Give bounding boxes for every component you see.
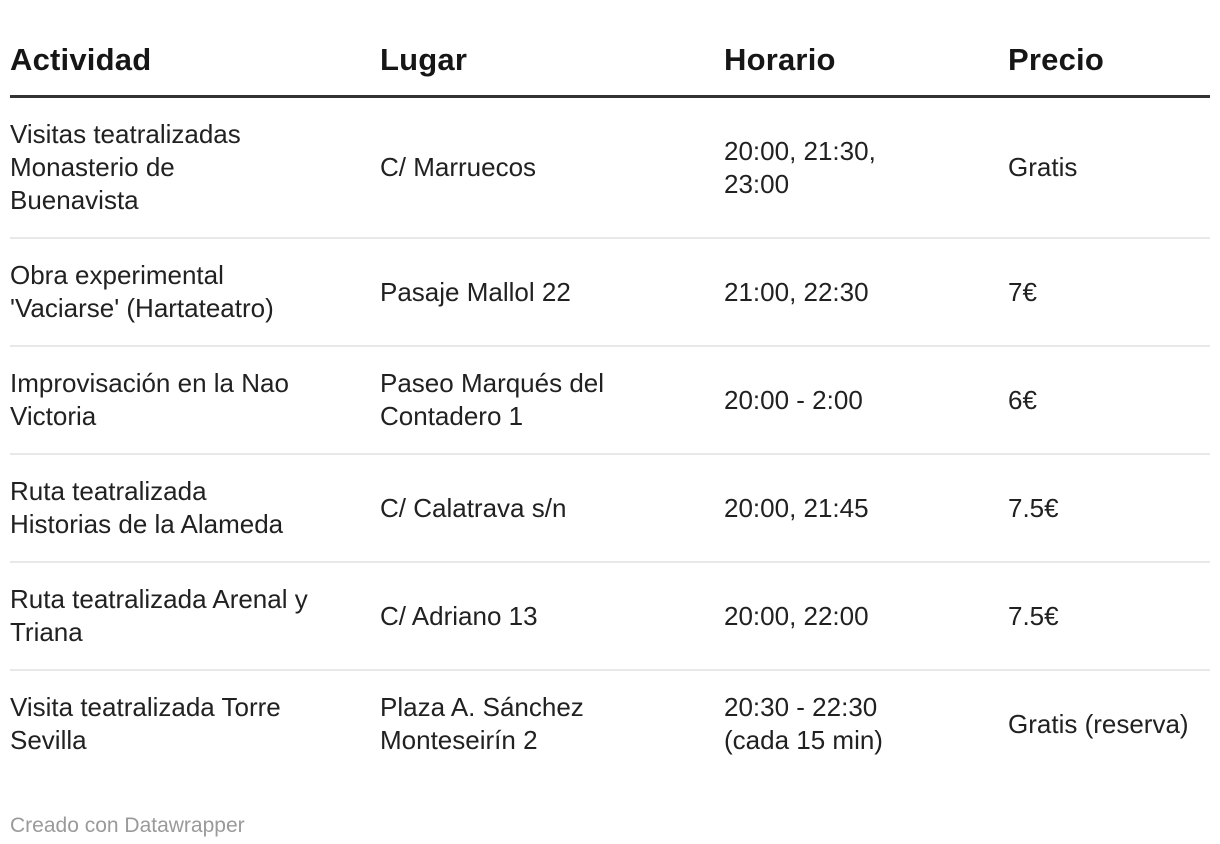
column-header-precio: Precio <box>1008 42 1104 77</box>
cell-horario: 20:00, 21:45 <box>724 492 869 523</box>
cell-lugar: Plaza A. Sánchez Monteseirín 2 <box>380 692 584 755</box>
cell-lugar: Paseo Marqués del Contadero 1 <box>380 368 605 431</box>
cell-precio: Gratis <box>1008 152 1078 182</box>
table-row <box>10 563 1210 671</box>
table-body <box>10 98 1210 777</box>
datawrapper-attribution-link[interactable]: Creado con Datawrapper <box>10 814 245 837</box>
cell-lugar: C/ Marruecos <box>380 152 537 182</box>
events-table <box>10 0 1210 777</box>
table-row <box>10 671 1210 777</box>
cell-horario: 21:00, 22:30 <box>724 276 869 307</box>
cell-actividad: Ruta teatralizada Arenal y Triana <box>10 584 308 647</box>
cell-precio: Gratis (reserva) <box>1008 708 1189 739</box>
column-header-actividad: Actividad <box>10 42 152 77</box>
cell-precio: 7.5€ <box>1008 600 1059 631</box>
column-header-horario: Horario <box>724 42 836 77</box>
column-header-lugar: Lugar <box>380 42 468 77</box>
cell-precio: 7€ <box>1008 276 1037 307</box>
cell-precio: 6€ <box>1008 384 1037 415</box>
table-row <box>10 98 1210 239</box>
table-row <box>10 455 1210 563</box>
cell-lugar: Pasaje Mallol 22 <box>380 276 571 307</box>
cell-actividad: Obra experimental 'Vaciarse' (Hartateatro) <box>10 260 274 323</box>
cell-actividad: Visitas teatralizadas Monasterio de Buenavista <box>10 119 241 215</box>
table-header-row <box>10 0 1210 98</box>
cell-actividad: Improvisación en la Nao Victoria <box>10 368 289 431</box>
cell-horario: 20:00, 22:00 <box>724 600 869 631</box>
cell-actividad: Visita teatralizada Torre Sevilla <box>10 692 281 755</box>
cell-lugar: C/ Calatrava s/n <box>380 492 567 523</box>
table-row <box>10 347 1210 455</box>
cell-actividad: Ruta teatralizada Historias de la Alameda <box>10 476 284 539</box>
cell-lugar: C/ Adriano 13 <box>380 600 538 631</box>
attribution-footer <box>10 813 1210 839</box>
cell-precio: 7.5€ <box>1008 492 1059 523</box>
cell-horario: 20:00 - 2:00 <box>724 384 863 415</box>
table-row <box>10 239 1210 347</box>
cell-horario: 20:30 - 22:30 (cada 15 min) <box>724 692 883 755</box>
cell-horario: 20:00, 21:30, 23:00 <box>724 135 876 199</box>
